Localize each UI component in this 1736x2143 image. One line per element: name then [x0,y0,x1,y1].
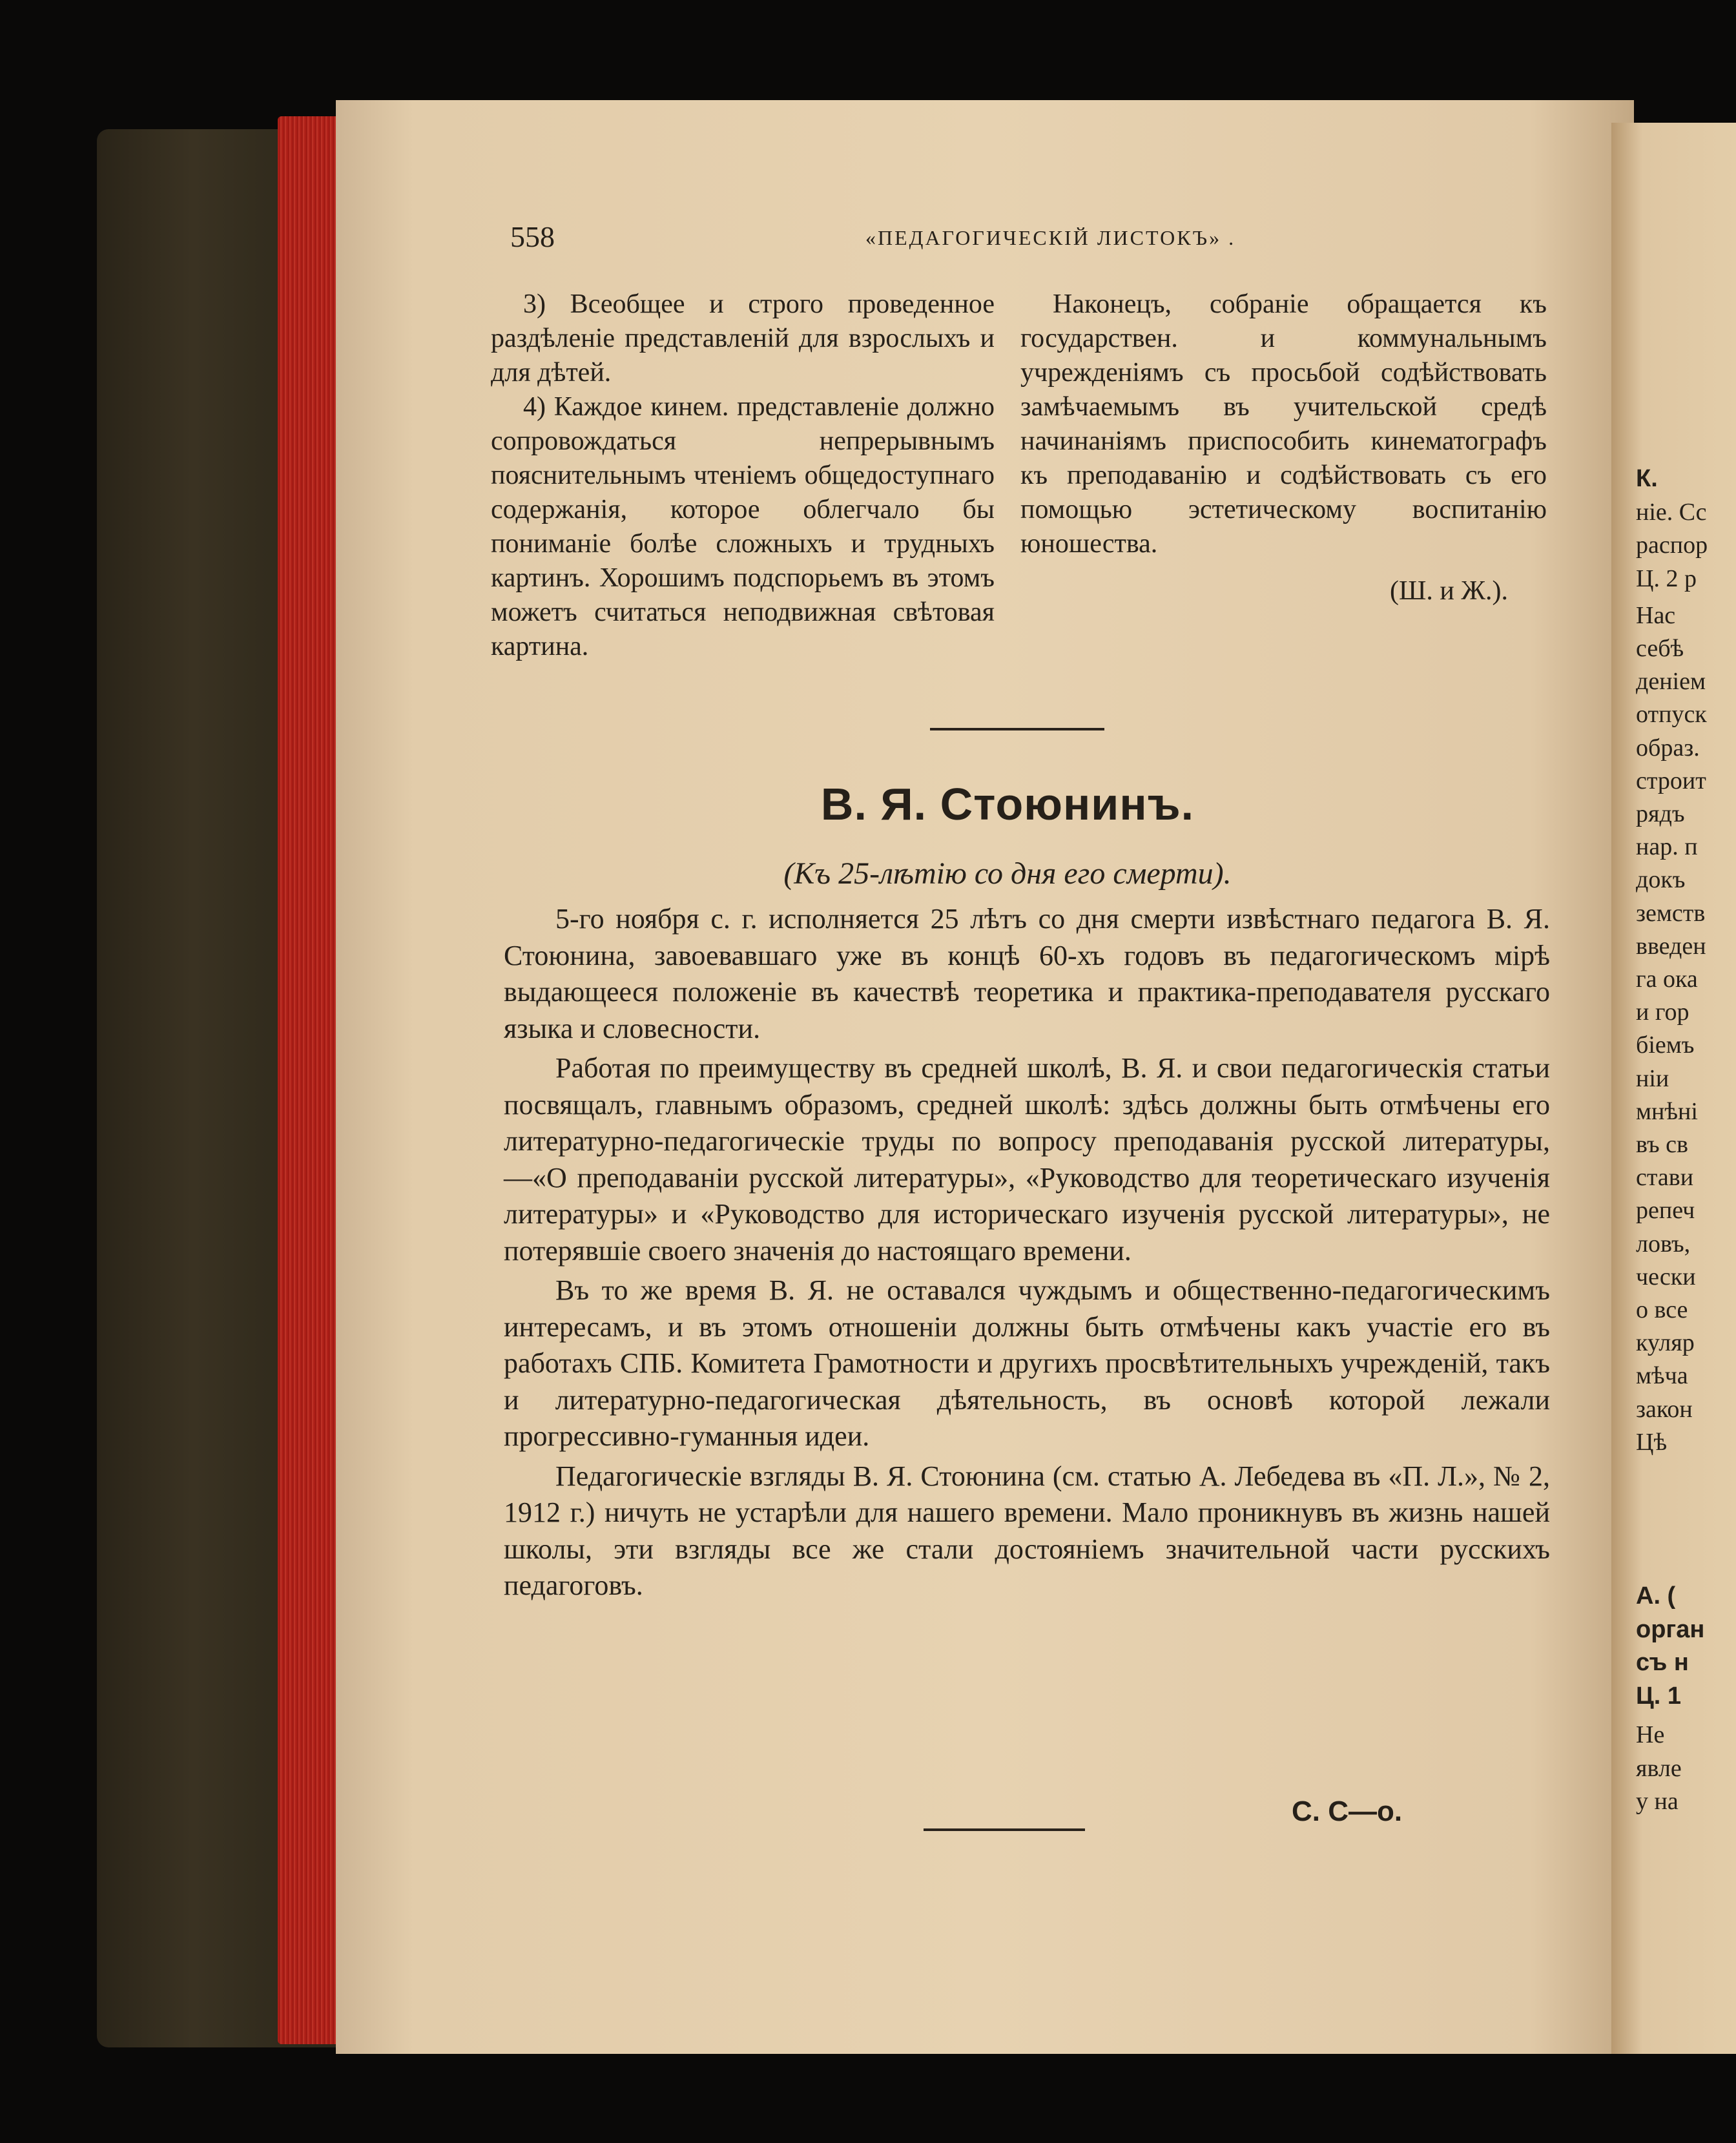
next-page-edge [1611,123,1736,2054]
next-page-fragment: репеч [1636,1197,1695,1224]
next-page-fragment: у на [1636,1788,1679,1815]
next-page-fragment: стави [1636,1164,1694,1191]
next-page-fragment: и гор [1636,999,1690,1026]
next-page-fragment: мѣча [1636,1362,1688,1389]
next-page-fragment: докъ [1636,866,1686,893]
right-column [1020,287,1547,608]
next-page-fragment: Ц. 2 р [1636,565,1697,592]
next-page-fragment: орган [1636,1616,1705,1643]
next-page-fragment: чески [1636,1263,1696,1290]
next-page-fragment: Ц. 1 [1636,1682,1682,1710]
article-paragraph-2: Работая по преимуществу въ средней школѣ, В. Я. и свои педагогическія статьи посвящалъ, главнымъ образомъ, средней школѣ: здѣсь должны быть отмѣчены его литературно-педагогическіе труды по вопросу преподаванія русской литературы,—«О преподаваніи русской литературы», «Руководство для теоретическаго изученія литературы» и «Руководство для историческаго изученія русской литературы», не потерявшіе своего значенія до настоящаго времени. [504,1052,1550,1267]
article-signature: С. С—о. [1292,1796,1403,1827]
next-page-fragment: мнѣні [1636,1098,1698,1125]
next-page-fragment: себѣ [1636,635,1684,662]
book-page [336,100,1634,2054]
next-page-fragment: нар. п [1636,833,1698,860]
next-page-fragment: земств [1636,900,1706,927]
next-page-fragment: въ св [1636,1131,1688,1158]
left-paragraph-2: 4) Каждое кинем. представленіе должно сопровождаться непрерывнымъ пояснительнымъ чтеніемъ общедоступнаго содержанія, которое облегчало бы пониманіе болѣе сложныхъ и трудныхъ картинъ. Хорошимъ подспорьемъ въ этомъ можетъ считаться неподвижная свѣтовая картина. [491,392,995,661]
right-signature: (Ш. и Ж.). [1390,576,1508,606]
end-divider [924,1828,1085,1831]
next-page-fragment: га ока [1636,966,1698,993]
left-column [491,287,995,664]
next-page-fragment: куляр [1636,1329,1695,1356]
next-page-fragment: А. ( [1636,1582,1676,1610]
next-page-fragment: деніем [1636,668,1706,695]
next-page-fragment: образ. [1636,734,1700,761]
next-page-fragment: строит [1636,767,1706,794]
article-paragraph-4: Педагогическіе взгляды В. Я. Стоюнина (см. статью А. Лебедева въ «П. Л.», № 2, 1912 г.) ничуть не устарѣли для нашего времени. Мало проникнувъ въ жизнь нашей школы, эти взгляды все же стали достояніемъ значительной части русскихъ педагоговъ. [504,1460,1550,1601]
next-page-fragment: закон [1636,1396,1693,1423]
next-page-fragment: съ н [1636,1649,1689,1676]
left-paragraph-1: 3) Всеобщее и строго проведенное раздѣленіе представленій для взрослыхъ и для дѣтей. [491,289,995,388]
article-subtitle: (Къ 25-лѣтію со дня его смерти). [783,856,1232,891]
next-page-fragment: отпуск [1636,701,1707,728]
next-page-fragment: Цѣ [1636,1429,1668,1456]
next-page-fragment: о все [1636,1296,1688,1323]
next-page-fragment: біемъ [1636,1031,1695,1059]
article-paragraph-3: Въ то же время В. Я. не оставался чуждымъ и общественно-педагогическимъ интересамъ, и въ этомъ отношеніи должны быть отмѣчены какъ участіе его въ работахъ СПБ. Комитета Грамотности и другихъ просвѣтительныхъ учрежденій, такъ и литературно-педагогическая дѣятельность, въ основѣ которой лежали прогрессивно-гуманныя идеи. [504,1274,1550,1452]
running-head: «ПЕДАГОГИЧЕСКІЙ ЛИСТОКЪ» . [865,226,1236,249]
next-page-fragment: Не [1636,1721,1665,1748]
next-page-fragment: ловъ, [1636,1230,1691,1258]
next-page-fragment: явле [1636,1755,1682,1782]
next-page-fragment: рядъ [1636,800,1685,827]
article-paragraph-1: 5-го ноября с. г. исполняется 25 лѣтъ со дня смерти извѣстнаго педагога В. Я. Стоюнина, завоевавшаго уже въ концѣ 60-хъ годовъ въ педагогическомъ мірѣ выдающееся положеніе въ качествѣ теоретика и практика-преподавателя русскаго языка и словесности. [504,903,1550,1044]
article-body [504,901,1550,1608]
next-page-fragment: распор [1636,532,1708,559]
article-title: В. Я. Стоюнинъ. [820,779,1195,829]
next-page-fragment: ніе. Сс [1636,499,1707,526]
right-paragraph: Наконецъ, собраніе обращается къ государствен. и коммунальнымъ учрежденіямъ съ просьбой содѣйствовать замѣчаемымъ въ учительской средѣ начинаніямъ приспособить кинематографъ къ преподаванію и содѣйствовать съ его помощью эстетическому воспитанію юношества. [1020,289,1547,559]
section-divider [930,728,1104,730]
next-page-fragment: К. [1636,465,1658,492]
next-page-fragment: Нас [1636,602,1676,629]
page-number: 558 [510,220,555,253]
next-page-fragment: введен [1636,933,1706,960]
next-page-fragment: ніи [1636,1065,1669,1092]
